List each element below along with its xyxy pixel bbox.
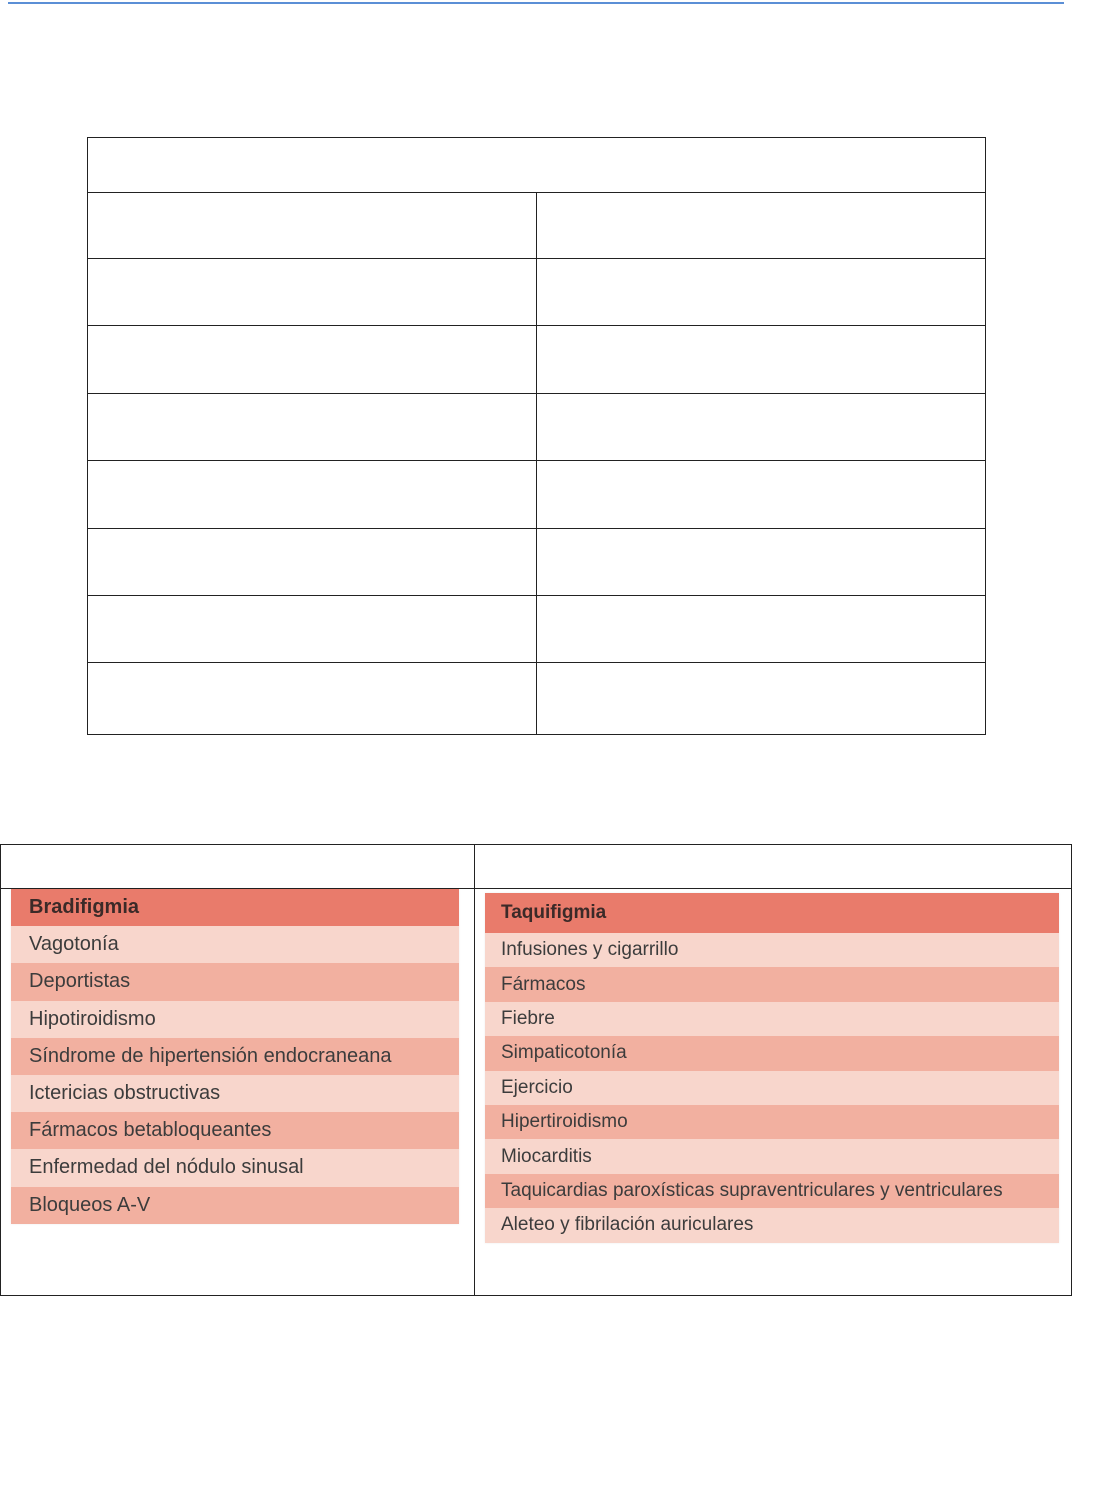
page-top-rule bbox=[8, 2, 1064, 4]
bradifigmia-table bbox=[11, 889, 459, 1224]
grid-cell bbox=[88, 663, 537, 735]
taquifigmia-item: Taquicardias paroxísticas supraventriculares y ventriculares bbox=[485, 1174, 1059, 1208]
grid-cell bbox=[537, 394, 986, 461]
bradifigmia-item: Fármacos betabloqueantes bbox=[11, 1112, 459, 1149]
bradifigmia-item: Deportistas bbox=[11, 963, 459, 1000]
taquifigmia-item: Infusiones y cigarrillo bbox=[485, 933, 1059, 967]
taquifigmia-table bbox=[485, 893, 1059, 1243]
bradifigmia-item: Síndrome de hipertensión endocraneana bbox=[11, 1038, 459, 1075]
bradifigmia-item: Vagotonía bbox=[11, 926, 459, 963]
grid-cell bbox=[537, 326, 986, 394]
bradifigmia-item: Hipotiroidismo bbox=[11, 1001, 459, 1038]
grid-cell bbox=[537, 259, 986, 326]
taquifigmia-item: Miocarditis bbox=[485, 1139, 1059, 1173]
taquifigmia-item: Aleteo y fibrilación auriculares bbox=[485, 1208, 1059, 1242]
grid-cell bbox=[537, 663, 986, 735]
taquifigmia-item: Fiebre bbox=[485, 1002, 1059, 1036]
compare-header-cell-right bbox=[475, 845, 1072, 889]
grid-cell bbox=[537, 596, 986, 663]
grid-cell bbox=[88, 259, 537, 326]
grid-cell bbox=[88, 461, 537, 529]
grid-header-row bbox=[88, 138, 986, 193]
grid-row bbox=[88, 259, 986, 326]
grid-row bbox=[88, 394, 986, 461]
grid-row bbox=[88, 529, 986, 596]
taquifigmia-header: Taquifigmia bbox=[485, 893, 1059, 933]
grid-row bbox=[88, 193, 986, 259]
taquifigmia-item: Ejercicio bbox=[485, 1071, 1059, 1105]
taquifigmia-item: Fármacos bbox=[485, 967, 1059, 1001]
grid-cell bbox=[537, 193, 986, 259]
bradifigmia-item: Ictericias obstructivas bbox=[11, 1075, 459, 1112]
grid-cell bbox=[88, 326, 537, 394]
grid-row bbox=[88, 461, 986, 529]
grid-header-cell bbox=[88, 138, 986, 193]
grid-cell bbox=[537, 461, 986, 529]
compare-header-cell-left bbox=[1, 845, 475, 889]
grid-row bbox=[88, 663, 986, 735]
bradifigmia-item: Bloqueos A-V bbox=[11, 1187, 459, 1224]
grid-cell bbox=[88, 596, 537, 663]
empty-grid-table bbox=[87, 137, 986, 735]
grid-cell bbox=[88, 529, 537, 596]
compare-header-row bbox=[1, 845, 1072, 889]
grid-cell bbox=[88, 193, 537, 259]
bradifigmia-header: Bradifigmia bbox=[11, 889, 459, 926]
grid-row bbox=[88, 326, 986, 394]
taquifigmia-item: Hipertiroidismo bbox=[485, 1105, 1059, 1139]
grid-cell bbox=[88, 394, 537, 461]
grid-row bbox=[88, 596, 986, 663]
grid-cell bbox=[537, 529, 986, 596]
bradifigmia-item: Enfermedad del nódulo sinusal bbox=[11, 1149, 459, 1186]
taquifigmia-item: Simpaticotonía bbox=[485, 1036, 1059, 1070]
